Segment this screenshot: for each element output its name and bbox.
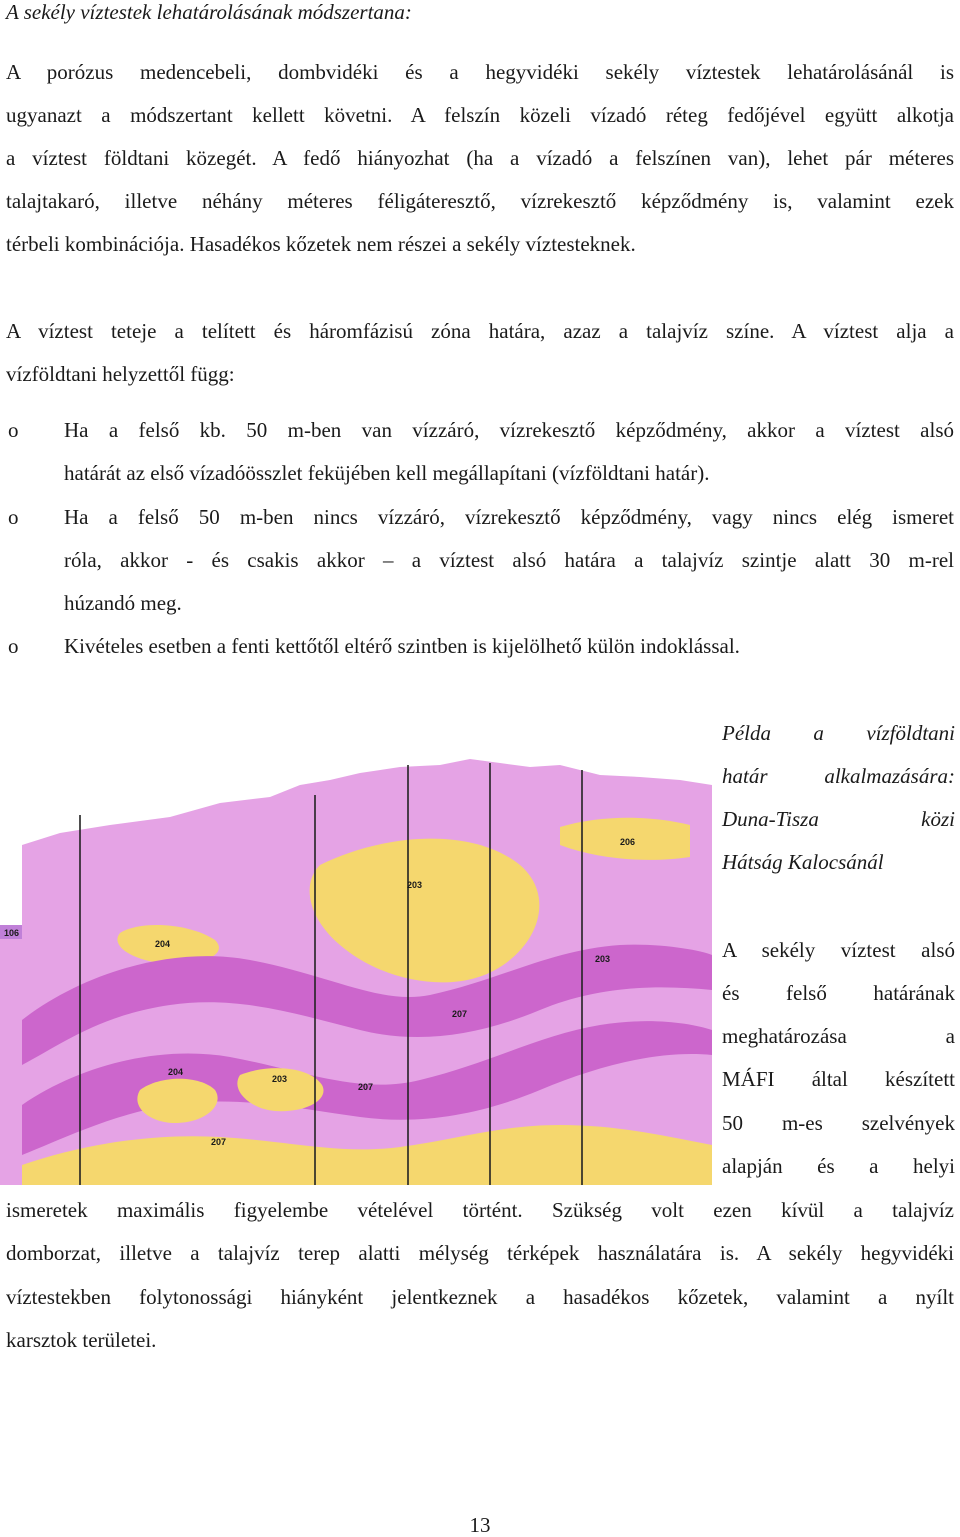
layer-label: 203 [595,954,611,964]
paragraph-line: ugyanazt a módszertant kellett követni. A felszín közeli vízadó réteg fedőjével együtt alkotja [6,103,954,127]
layer-label: 207 [358,1082,374,1092]
side-line: 50 m-es szelvények [722,1111,955,1135]
layer-label: 106 [4,928,20,938]
paragraph-line: A víztest teteje a telített és háromfázisú zóna határa, azaz a talajvíz színe. A víztest alja a [6,319,954,343]
caption-line: Példa a vízföldtani [722,721,955,745]
paragraph-line: talajtakaró, illetve néhány méteres féligáteresztő, vízrekesztő képződmény is, valamint ezek [6,189,954,213]
paragraph-line: víztestekben folytonossági hiányként jelentkeznek a hasadékos kőzetek, valamint a nyílt [6,1285,954,1309]
bullet-line: róla, akkor - és csakis akkor – a víztest alsó határa a talajvíz szintje alatt 30 m-rel [64,548,954,572]
caption-line: Hátság Kalocsánál [722,850,884,874]
paragraph-line: domborzat, illetve a talajvíz terep alatti mélység térképek használatára is. A sekély hegyvidéki [6,1241,954,1265]
layer-label: 207 [452,1009,468,1019]
side-line: MÁFI által készített [722,1067,955,1091]
section-heading: A sekély víztestek lehatárolásának módszertana: [6,0,412,24]
bullet-line: Ha a felső 50 m-ben nincs vízzáró, vízrekesztő képződmény, vagy nincs elég ismeret [64,505,954,529]
page-number: 13 [469,1513,491,1537]
geological-cross-section-figure [0,745,712,1185]
layer-label: 203 [272,1074,288,1084]
side-line: meghatározása a [722,1024,955,1048]
side-line: A sekély víztest alsó [722,938,955,962]
layer-label: 203 [407,880,423,890]
paragraph-line: ismeretek maximális figyelembe vételével történt. Szükség volt ezen kívül a talajvíz [6,1198,954,1222]
layer-label: 207 [211,1137,227,1147]
layer-label: 204 [155,939,171,949]
bullet-marker: o [8,505,19,529]
paragraph-line: a víztest földtani közegét. A fedő hiányozhat (ha a vízadó a felszínen van), lehet pár méteres [6,146,954,170]
bullet-marker: o [8,634,19,658]
bullet-line: húzandó meg. [64,591,182,615]
layer-label: 204 [168,1067,184,1077]
caption-line: Duna-Tisza közi [722,807,955,831]
bullet-line: Ha a felső kb. 50 m-ben van vízzáró, vízrekesztő képződmény, akkor a víztest alsó [64,418,954,442]
bullet-marker: o [8,418,19,442]
paragraph-line: A porózus medencebeli, dombvidéki és a hegyvidéki sekély víztestek lehatárolásánál is [6,60,954,84]
paragraph-line: karsztok területei. [6,1328,157,1352]
layer-label: 206 [620,837,636,847]
side-line: és felső határának [722,981,955,1005]
bullet-line: Kivételes esetben a fenti kettőtől eltérő szintben is kijelölhető külön indoklással. [64,634,740,658]
paragraph-line: vízföldtani helyzettől függ: [6,362,235,386]
side-line: alapján és a helyi [722,1154,955,1178]
caption-line: határ alkalmazására: [722,764,955,788]
bullet-line: határát az első vízadóösszlet feküjében kell megállapítani (vízföldtani határ). [64,461,710,485]
paragraph-line: térbeli kombinációja. Hasadékos kőzetek nem részei a sekély víztesteknek. [6,232,636,256]
